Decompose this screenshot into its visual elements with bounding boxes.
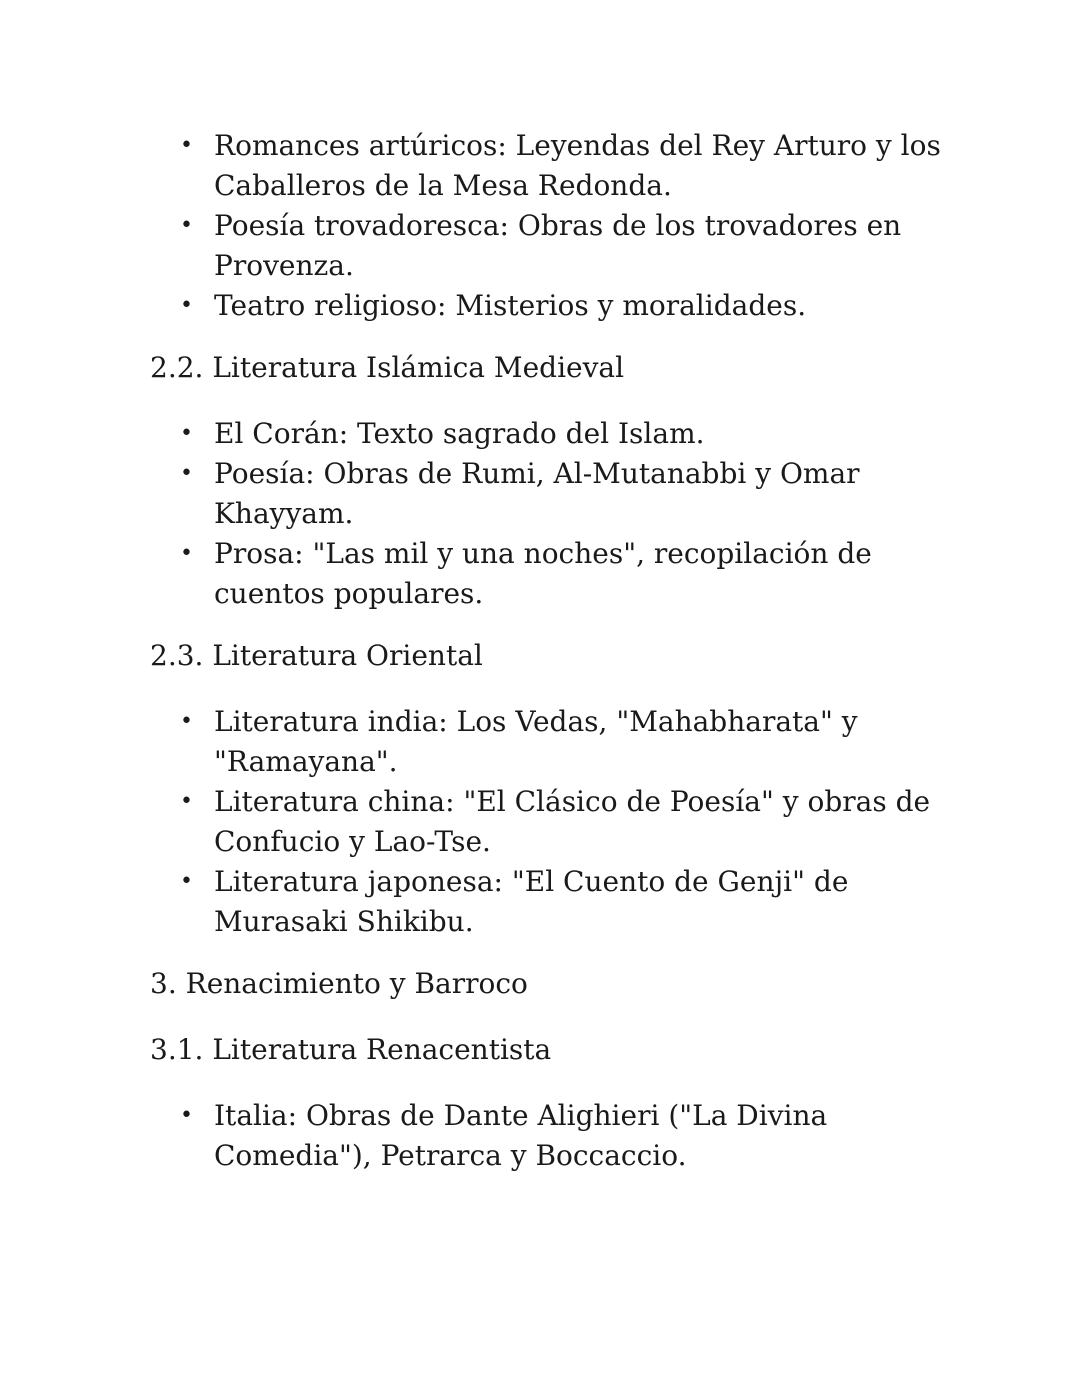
section-heading: 3. Renacimiento y Barroco — [150, 967, 528, 1000]
section-heading: 3.1. Literatura Renacentista — [150, 1033, 552, 1066]
list-item: • Prosa: "Las mil y una noches", recopilación de cuentos populares. — [214, 534, 950, 614]
bullet-list — [150, 1096, 950, 1176]
bullet-list — [150, 702, 950, 942]
bullet-list — [150, 126, 950, 326]
bullet-list — [150, 414, 950, 614]
list-item: • El Corán: Texto sagrado del Islam. — [214, 414, 950, 454]
section-heading: 2.3. Literatura Oriental — [150, 639, 483, 672]
document-content — [150, 126, 950, 1198]
list-item: • Literatura india: Los Vedas, "Mahabharata" y "Ramayana". — [214, 702, 950, 782]
section-heading: 2.2. Literatura Islámica Medieval — [150, 351, 625, 384]
list-item: • Teatro religioso: Misterios y moralidades. — [214, 286, 950, 326]
list-item: • Poesía trovadoresca: Obras de los trovadores en Provenza. — [214, 206, 950, 286]
list-item: • Literatura china: "El Clásico de Poesía" y obras de Confucio y Lao-Tse. — [214, 782, 950, 862]
list-item: • Italia: Obras de Dante Alighieri ("La Divina Comedia"), Petrarca y Boccaccio. — [214, 1096, 950, 1176]
list-item: • Literatura japonesa: "El Cuento de Genji" de Murasaki Shikibu. — [214, 862, 950, 942]
list-item: • Poesía: Obras de Rumi, Al-Mutanabbi y Omar Khayyam. — [214, 454, 950, 534]
list-item: • Romances artúricos: Leyendas del Rey Arturo y los Caballeros de la Mesa Redonda. — [214, 126, 950, 206]
